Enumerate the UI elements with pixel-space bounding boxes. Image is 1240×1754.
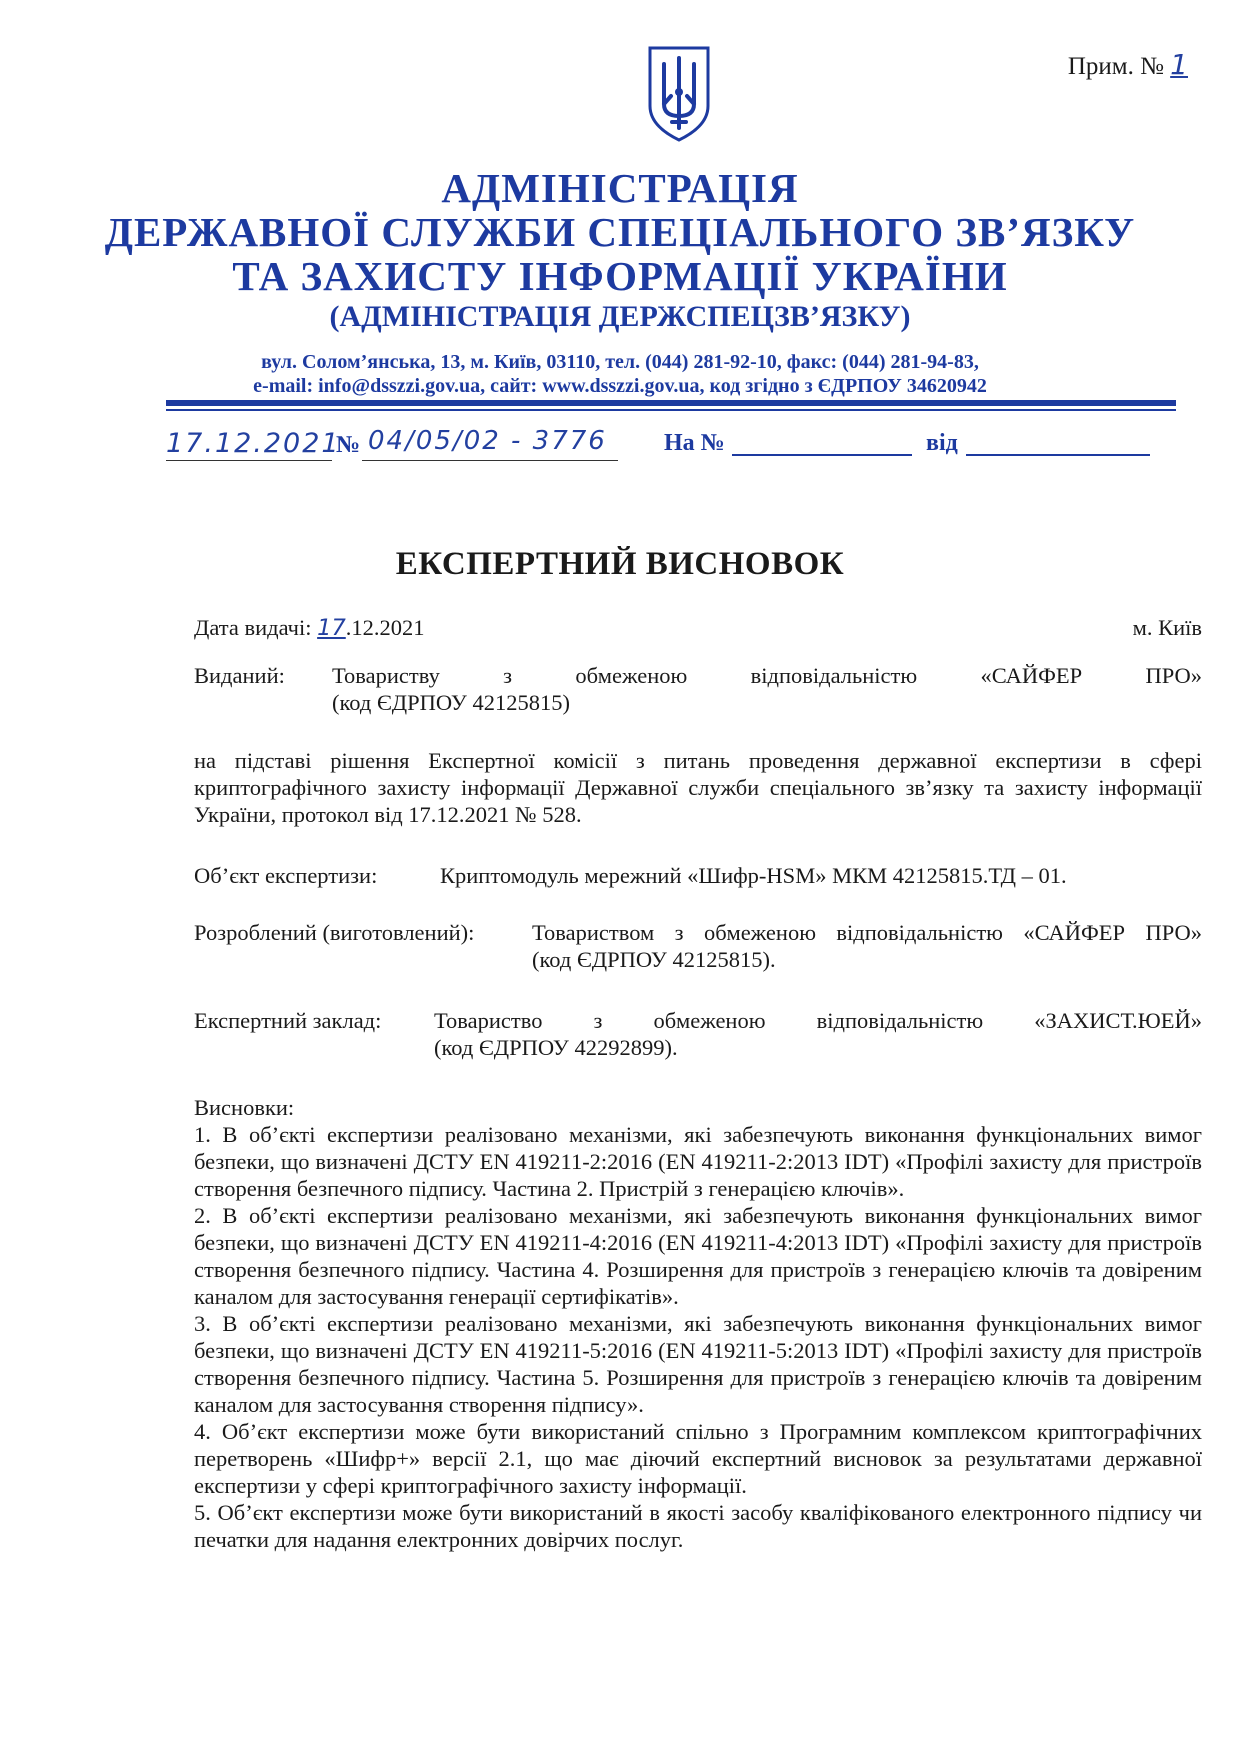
- registration-date: 17.12.2021: [166, 428, 341, 459]
- issued-line1: Товариству з обмеженою відповідальністю «САЙФЕР ПРО»: [332, 663, 1202, 688]
- registration-number: 04/05/02 - 3776: [368, 426, 607, 456]
- conclusion-item: 3. В об’єкті експертизи реалізовано механізми, які забезпечують виконання функціональних вимог безпеки, що визначені ДСТУ EN 419211-5:2016 (EN 419211-5:2013 IDT) «Профілі захисту для пристроїв створення безпечного підпису. Частина 5. Розширення для пристроїв з генерацією ключів та довіреним каналом для застосування створення підпису».: [194, 1311, 1202, 1417]
- conclusions-list: [194, 1121, 1202, 1553]
- conclusions-heading: Висновки:: [194, 1095, 295, 1120]
- ukraine-trident-icon: [644, 44, 714, 144]
- conclusion-item: 2. В об’єкті експертизи реалізовано механізми, які забезпечують виконання функціональних вимог безпеки, що визначені ДСТУ EN 419211-4:2016 (EN 419211-4:2013 IDT) «Профілі захисту для пристроїв створення безпечного підпису. Частина 4. Розширення для пристроїв з генерацією ключів та довіреним каналом для застосування генерації сертифікатів».: [194, 1203, 1202, 1309]
- issue-date-day: 17: [317, 615, 346, 641]
- org-name-line1: АДМІНІСТРАЦІЯ: [441, 165, 799, 211]
- developer-label: Розроблений (виготовлений):: [194, 920, 475, 945]
- issued-value: [332, 662, 1202, 716]
- annex-label: Прим. №: [1067, 53, 1164, 80]
- basis-paragraph: на підставі рішення Експертної комісії з питань проведення державної експертизи в сфері криптографічного захисту інформації Державної служби спеціального зв’язку та захисту інформації України, протокол від 17.12.2021 № 528.: [194, 748, 1202, 827]
- expert-lab-value: [434, 1007, 1202, 1061]
- issue-date-label: Дата видачі:: [194, 615, 312, 640]
- annex-number: 1: [1170, 48, 1188, 81]
- developer-line2: (код ЄДРПОУ 42125815).: [532, 947, 776, 972]
- expert-lab-line1: Товариство з обмеженою відповідальністю «ЗАХИСТ.ЮЕЙ»: [434, 1008, 1202, 1033]
- conclusion-item: 4. Об’єкт експертизи може бути використаний спільно з Програмним комплексом криптографічних перетворень «Шифр+» версії 2.1, що має діючий експертний висновок за результатами державної експертизи у сфері криптографічного захисту інформації.: [194, 1419, 1202, 1498]
- document-title: ЕКСПЕРТНИЙ ВИСНОВОК: [395, 546, 845, 582]
- object-label: Об’єкт експертизи:: [194, 863, 378, 888]
- developer-line1: Товариством з обмеженою відповідальністю «САЙФЕР ПРО»: [532, 920, 1202, 945]
- conclusion-item: 5. Об’єкт експертизи може бути використаний в якості засобу кваліфікованого електронного підпису чи печатки для надання електронних довірчих послуг.: [194, 1500, 1202, 1552]
- org-short-name: (АДМІНІСТРАЦІЯ ДЕРЖСПЕЦЗВ’ЯЗКУ): [329, 300, 911, 333]
- registration-number-label: №: [336, 432, 361, 458]
- issued-label: Виданий:: [194, 663, 285, 688]
- org-name-line3: ТА ЗАХИСТУ ІНФОРМАЦІЇ УКРАЇНИ: [232, 253, 1008, 299]
- developer-value: [532, 919, 1202, 973]
- expert-lab-line2: (код ЄДРПОУ 42292899).: [434, 1035, 678, 1060]
- expert-lab-label: Експертний заклад:: [194, 1008, 382, 1033]
- issue-date-rest: .12.2021: [345, 615, 425, 640]
- issue-date: [194, 614, 425, 642]
- registration-number-underline: [362, 460, 618, 461]
- object-value: Криптомодуль мережний «Шифр-HSM» МКМ 42125815.ТД – 01.: [440, 863, 1067, 888]
- issued-line2: (код ЄДРПОУ 42125815): [332, 690, 570, 715]
- annex-mark: [1068, 48, 1188, 81]
- from-blank: [966, 454, 1150, 456]
- from-label: від: [926, 430, 958, 456]
- in-reply-blank: [732, 454, 912, 456]
- in-reply-label: На №: [664, 430, 725, 456]
- city: м. Київ: [1132, 615, 1202, 640]
- org-contacts: e-mail: info@dsszzi.gov.ua, сайт: www.dsszzi.gov.ua, код згідно з ЄДРПОУ 34620942: [253, 375, 987, 397]
- org-address: вул. Солом’янська, 13, м. Київ, 03110, тел. (044) 281-92-10, факс: (044) 281-94-83,: [261, 351, 979, 373]
- org-name-line2: ДЕРЖАВНОЇ СЛУЖБИ СПЕЦІАЛЬНОГО ЗВ’ЯЗКУ: [104, 209, 1136, 255]
- conclusion-item: 1. В об’єкті експертизи реалізовано механізми, які забезпечують виконання функціональних вимог безпеки, що визначені ДСТУ EN 419211-2:2016 (EN 419211-2:2013 IDT) «Профілі захисту для пристроїв створення безпечного підпису. Частина 2. Пристрій з генерацією ключів».: [194, 1122, 1202, 1201]
- letterhead-divider-thin: [166, 409, 1176, 411]
- letterhead-divider: [166, 400, 1176, 406]
- registration-date-underline: [166, 460, 332, 461]
